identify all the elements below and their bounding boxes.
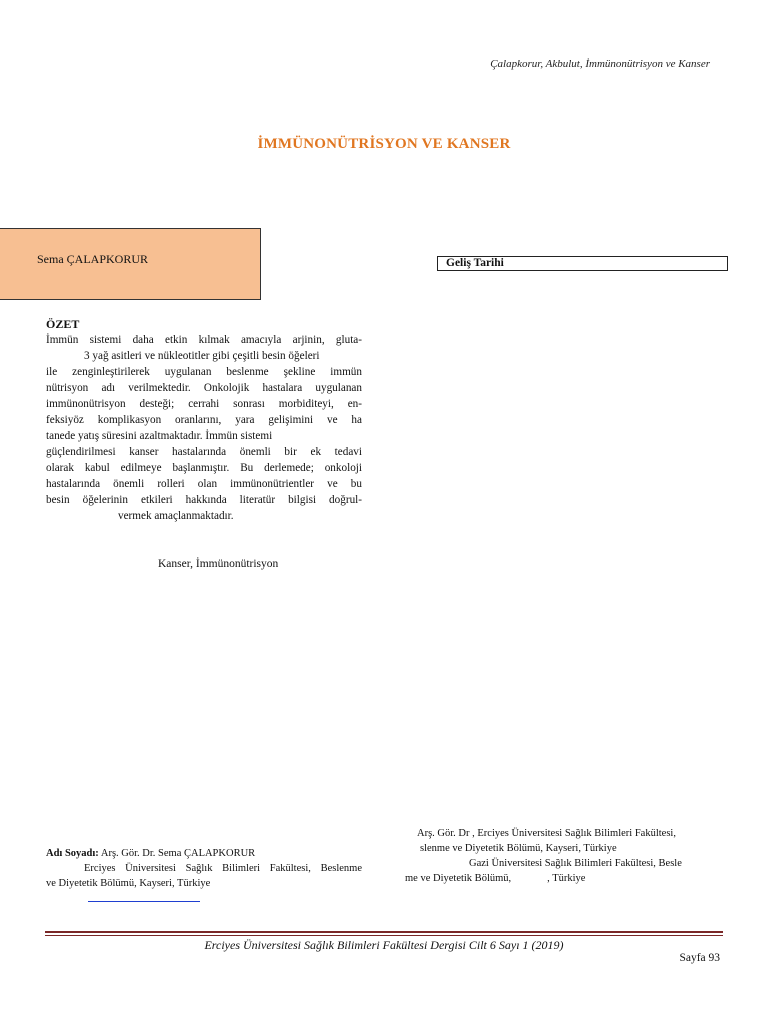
abstract-line: nütrisyon adı verilmektedir. Onkolojik hastalara uygulanan [46,382,362,394]
abstract-line: immünonütrisyon desteği; cerrahi sonrası morbiditeyi, en- [46,398,362,410]
coauthor-line: me ve Diyetetik Bölümü, [405,873,512,884]
keywords: Kanser, İmmünonütrisyon [158,558,279,570]
abstract-line: feksiyöz komplikasyon oranlarını, yara gelişimini ve ha [46,414,362,426]
abstract-line: olarak kabul edilmeye başlanmıştır. Bu derlemede; onkoloji [46,462,362,474]
abstract-line: 3 yağ asitleri ve nükleotitler gibi çeşitli besin öğeleri [84,350,320,362]
article-title: İMMÜNONÜTRİSYON VE KANSER [257,136,511,152]
running-head: Çalapkorur, Akbulut, İmmünonütrisyon ve Kanser [490,58,710,70]
received-date-box: Geliş Tarihi [437,256,728,271]
footer-rule-thin [45,935,723,936]
correspondence-info [46,846,362,891]
correspondence-name: Arş. Gör. Dr. Sema ÇALAPKORUR [98,848,256,859]
abstract-line: vermek amaçlanmaktadır. [118,510,234,522]
abstract-line: İmmün sistemi daha etkin kılmak amacıyla arjinin, gluta- [46,334,362,346]
correspondence-label: Adı Soyadı: [46,848,99,859]
abstract-line: hastalarında önemli rolleri olan immünonütrientler ve bu [46,478,362,490]
journal-citation: Erciyes Üniversitesi Sağlık Bilimleri Fakültesi Dergisi Cilt 6 Sayı 1 (2019) [204,938,564,952]
author-box [0,228,261,300]
coauthor-line: , Türkiye [547,873,586,884]
correspondence-affiliation: Erciyes Üniversitesi Sağlık Bilimleri Fakültesi, Beslenme [84,863,362,874]
correspondence-affiliation-cont: ve Diyetetik Bölümü, Kayseri, Türkiye [46,878,211,889]
abstract-heading: ÖZET [46,317,80,331]
footer-rule [45,931,723,933]
coauthor-info [405,826,723,886]
abstract-line: güçlendirilmesi kanser hastalarında önemli bir ek tedavi [46,446,362,458]
abstract-line: besin öğelerinin etkileri hakkında literatür bilgisi doğrul- [46,494,362,506]
coauthor-line: slenme ve Diyetetik Bölümü, Kayseri, Türkiye [420,843,617,854]
coauthor-line: Arş. Gör. Dr , Erciyes Üniversitesi Sağlık Bilimleri Fakültesi, [417,828,676,839]
abstract-text [46,332,362,524]
abstract-line: ile zenginleştirilerek uygulanan beslenme şekline immün [46,366,362,378]
abstract-line: tanede yatış süresini azaltmaktadır. İmmün sistemi [46,430,273,442]
email-link[interactable] [88,900,200,902]
abstract [46,316,362,524]
coauthor-line: Gazi Üniversitesi Sağlık Bilimleri Fakültesi, Besle [469,858,682,869]
page-number: Sayfa 93 [679,952,720,964]
author-name: Sema ÇALAPKORUR [37,252,149,266]
